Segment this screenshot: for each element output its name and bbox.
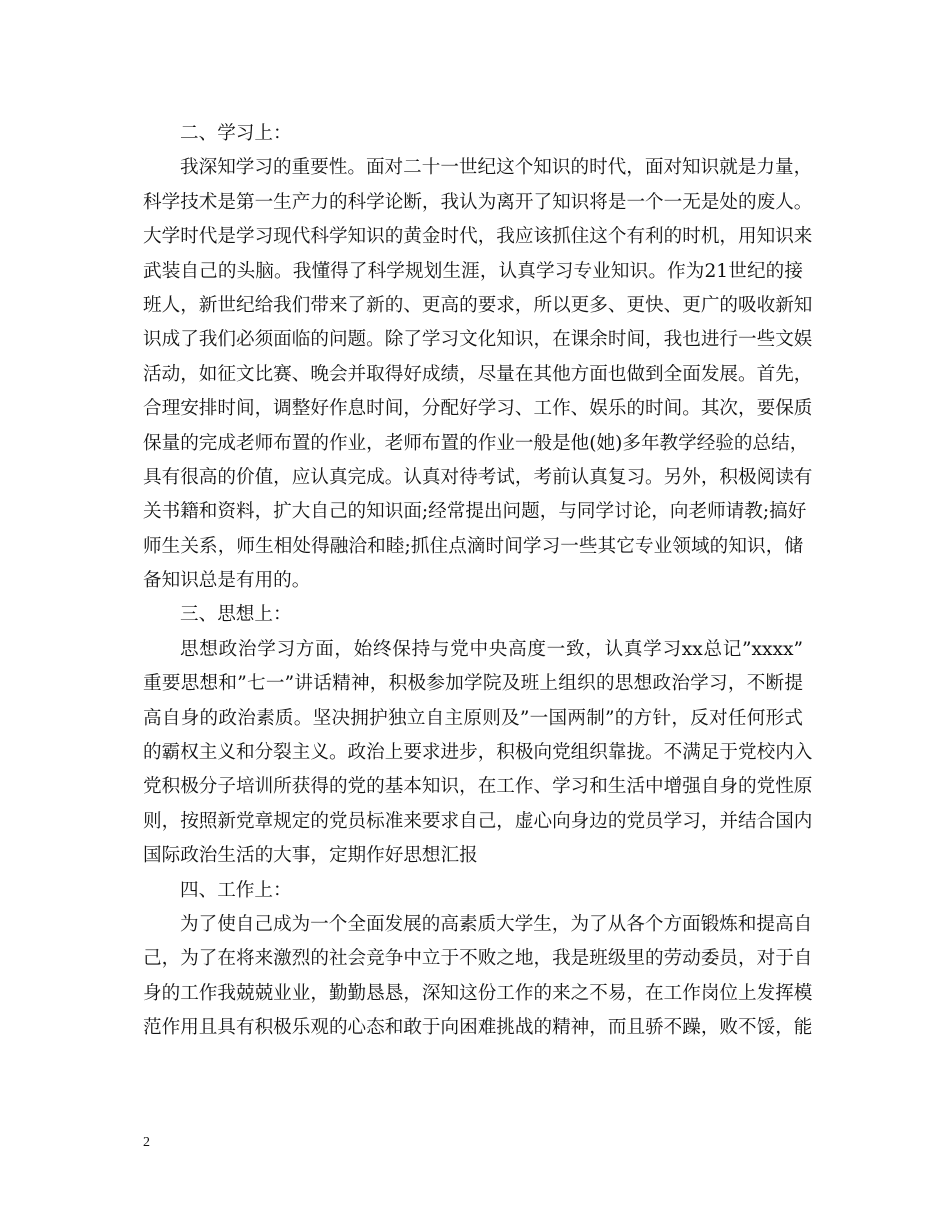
paragraph-line: 识成了我们必须面临的问题。除了学习文化知识，在课余时间，我也进行一些文娱 [143,329,813,351]
paragraph-line: 国际政治生活的大事，定期作好思想汇报 [143,845,478,867]
section-heading-thought: 三、思想上： [180,604,292,626]
paragraph-line: 武装自己的头脑。我懂得了科学规划生涯，认真学习专业知识。作为21世纪的接 [143,260,803,282]
paragraph-line: 活动，如征文比赛、晚会并取得好成绩，尽量在其他方面也做到全面发展。首先， [143,363,813,385]
paragraph-line: 则，按照新党章规定的党员标准来要求自己，虚心向身边的党员学习，并结合国内 [143,810,813,832]
document-body [143,117,813,1046]
paragraph-line: 备知识总是有用的。 [143,570,311,592]
paragraph-line: 党积极分子培训所获得的党的基本知识，在工作、学习和生活中增强自身的党性原 [143,776,813,798]
paragraph-line: 重要思想和”七一”讲话精神，积极参加学院及班上组织的思想政治学习，不断提 [143,673,803,695]
page-number: 2 [143,1135,150,1150]
paragraph-line: 合理安排时间，调整好作息时间，分配好学习、工作、娱乐的时间。其次，要保质 [143,398,813,420]
paragraph-line: 身的工作我兢兢业业，勤勤恳恳，深知这份工作的来之不易，在工作岗位上发挥模 [143,982,813,1004]
paragraph-line: 我深知学习的重要性。面对二十一世纪这个知识的时代，面对知识就是力量， [180,157,813,179]
paragraph-line: 科学技术是第一生产力的科学论断，我认为离开了知识将是一个一无是处的废人。 [143,191,813,213]
section-heading-study: 二、学习上： [180,123,292,144]
paragraph-line: 班人，新世纪给我们带来了新的、更高的要求，所以更多、更快、更广的吸收新知 [143,294,813,316]
section-heading-work: 四、工作上： [180,879,292,901]
paragraph-line: 为了使自己成为一个全面发展的高素质大学生，为了从各个方面锻炼和提高自 [180,913,813,935]
paragraph-line: 思想政治学习方面，始终保持与党中央高度一致，认真学习xx总记”xxxx” [180,638,803,660]
paragraph-line: 己，为了在将来激烈的社会竞争中立于不败之地，我是班级里的劳动委员，对于自 [143,948,813,970]
paragraph-line: 保量的完成老师布置的作业，老师布置的作业一般是他(她)多年教学经验的总结， [143,432,809,454]
paragraph-line: 关书籍和资料，扩大自己的知识面;经常提出问题，与同学讨论，向老师请教;搞好 [143,501,807,523]
paragraph-line: 的霸权主义和分裂主义。政治上要求进步，积极向党组织靠拢。不满足于党校内入 [143,742,813,764]
paragraph-line: 具有很高的价值，应认真完成。认真对待考试，考前认真复习。另外，积极阅读有 [143,466,813,488]
paragraph-line: 大学时代是学习现代科学知识的黄金时代，我应该抓住这个有利的时机，用知识来 [143,226,813,248]
paragraph-line: 范作用且具有积极乐观的心态和敢于向困难挑战的精神，而且骄不躁，败不馁，能 [143,1017,813,1039]
paragraph-line: 师生关系，师生相处得融洽和睦;抓住点滴时间学习一些其它专业领域的知识，储 [143,535,803,557]
paragraph-line: 高自身的政治素质。坚决拥护独立自主原则及”一国两制”的方针，反对任何形式 [143,707,803,729]
